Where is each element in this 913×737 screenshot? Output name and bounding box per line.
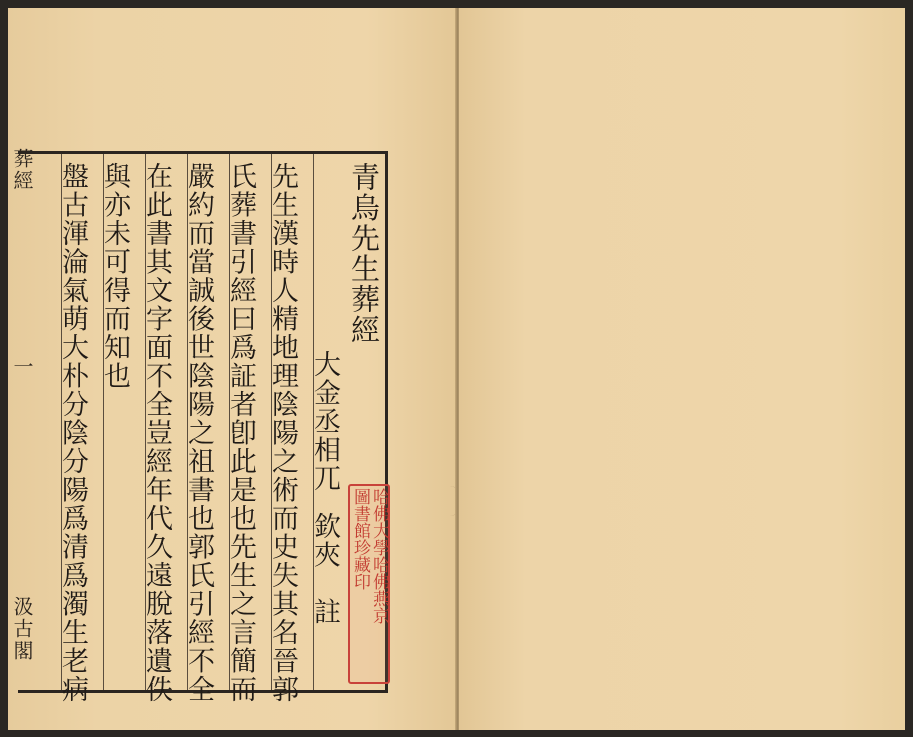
author-line: 大金丞相兀 [309, 350, 340, 493]
text-frame [18, 151, 388, 704]
margin-bottom: 汲古閣 [10, 596, 34, 662]
body-column-1: 先生漢時人精地理陰陽之術而史失其名晉郭 [267, 162, 298, 704]
body-column-5: 與亦未可得而知也 [99, 162, 130, 390]
seal-text-2: 圖書館珍藏印 [350, 488, 370, 590]
body-column-2: 氏葬書引經曰爲証者卽此是也先生之言簡而 [225, 162, 256, 704]
body-column-6: 盤古渾淪氣萌大朴分陰分陽爲清爲濁生老病 [57, 162, 88, 704]
body-column-4: 在此書其文字面不全豈經年代久遠脫落遺佚 [141, 162, 172, 704]
library-seal [348, 484, 390, 684]
margin-folio: 一 [10, 356, 34, 378]
author-role: 欽夾 註 [309, 512, 340, 626]
left-page [8, 8, 457, 730]
body-column-3: 嚴約而當誠後世陰陽之祖書也郭氏引經不全 [183, 162, 214, 704]
seal-text-1: 哈佛大學哈佛燕京 [369, 488, 389, 624]
margin-title: 葬經 [10, 148, 34, 192]
right-page [459, 8, 905, 730]
book-title: 青烏先生葬經 [347, 162, 381, 345]
